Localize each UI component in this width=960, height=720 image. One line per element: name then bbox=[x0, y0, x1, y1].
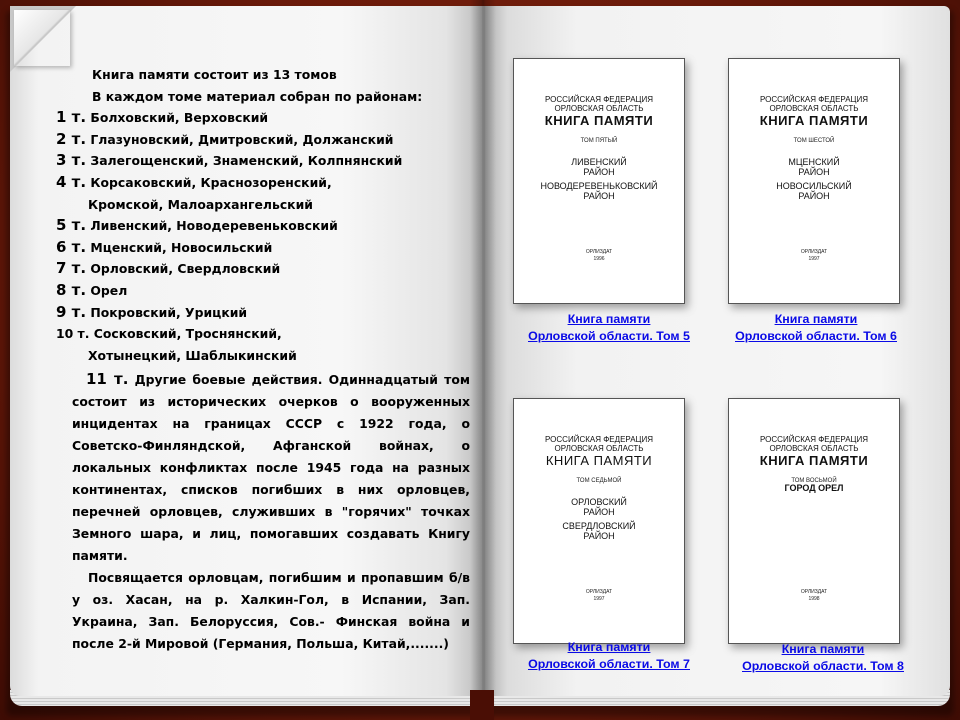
volume-line: 1 т. Болховский, Верховский bbox=[56, 108, 269, 127]
cover-district-2: СВЕРДЛОВСКИЙ РАЙОН bbox=[562, 521, 636, 541]
intro-line-2: В каждом томе материал собран по районам: bbox=[92, 88, 423, 104]
cover-publisher: ОРЛИЗДАТ 1996 bbox=[585, 249, 613, 262]
cover-title: КНИГА ПАМЯТИ bbox=[545, 453, 653, 468]
cover-volume: ТОМ ПЯТЫЙ bbox=[580, 138, 618, 144]
volume-line: 4 т. Корсаковский, Краснозоренский, bbox=[56, 172, 332, 191]
dedication-paragraph: Посвящается орловцам, погибшим и пропавшим б/в у оз. Хасан, на р. Халкин-Гол, в Испании, Зап. Украина, Зап. Белоруссия, Сов.- Финская война и после 2-й Мировой (Германия, Польша, Китай,.......) bbox=[72, 570, 470, 652]
book-link-vol7[interactable]: Книга памяти Орловской области. Том 7 bbox=[528, 640, 690, 671]
cover-title: КНИГА ПАМЯТИ bbox=[759, 453, 869, 468]
cover-header: РОССИЙСКАЯ ФЕДЕРАЦИЯ ОРЛОВСКАЯ ОБЛАСТЬ bbox=[760, 435, 868, 453]
volume-line: 8 т. Орел bbox=[56, 280, 128, 299]
book-link-vol6[interactable]: Книга памяти Орловской области. Том 6 bbox=[735, 312, 897, 343]
volume-line: 6 т. Мценский, Новосильский bbox=[56, 237, 273, 256]
volume-line: 2 т. Глазуновский, Дмитровский, Должанский bbox=[56, 129, 394, 148]
page-curl-icon bbox=[14, 10, 70, 66]
cover-title: КНИГА ПАМЯТИ bbox=[544, 113, 654, 128]
book-link-vol8[interactable]: Книга памяти Орловской области. Том 8 bbox=[742, 642, 904, 673]
cover-volume: ТОМ ВОСЬМОЙ bbox=[791, 478, 837, 484]
cover-volume: ТОМ ШЕСТОЙ bbox=[793, 138, 835, 144]
volume-line: 7 т. Орловский, Свердловский bbox=[56, 259, 281, 278]
book-cover-vol6[interactable] bbox=[728, 58, 900, 304]
book-spine bbox=[470, 0, 496, 720]
volume-line: 5 т. Ливенский, Новодеревеньковский bbox=[56, 216, 338, 235]
cover-header: РОССИЙСКАЯ ФЕДЕРАЦИЯ ОРЛОВСКАЯ ОБЛАСТЬ bbox=[545, 95, 653, 113]
cover-publisher: ОРЛИЗДАТ 1998 bbox=[800, 589, 828, 602]
book-cover-vol8[interactable] bbox=[728, 398, 900, 644]
book-cover-vol7[interactable] bbox=[513, 398, 685, 644]
volume-line: 3 т. Залегощенский, Знаменский, Колпнянский bbox=[56, 151, 403, 170]
cover-district-2: НОВОДЕРЕВЕНЬКОВСКИЙ РАЙОН bbox=[540, 181, 658, 201]
cover-district-1: ОРЛОВСКИЙ РАЙОН bbox=[571, 497, 627, 517]
cover-publisher: ОРЛИЗДАТ 1997 bbox=[585, 589, 613, 602]
volume-line-continued: Хотынецкий, Шаблыкинский bbox=[88, 347, 297, 363]
cover-district-1: МЦЕНСКИЙ РАЙОН bbox=[788, 157, 840, 177]
cover-district-1: ГОРОД ОРЕЛ bbox=[784, 483, 844, 493]
book-spine-bottom bbox=[470, 690, 494, 720]
volume-line: 9 т. Покровский, Урицкий bbox=[56, 302, 248, 321]
cover-publisher: ОРЛИЗДАТ 1997 bbox=[800, 249, 828, 262]
volume-line-continued: Кромской, Малоархангельский bbox=[88, 196, 313, 212]
book-cover-vol5[interactable] bbox=[513, 58, 685, 304]
cover-header: РОССИЙСКАЯ ФЕДЕРАЦИЯ ОРЛОВСКАЯ ОБЛАСТЬ bbox=[545, 435, 653, 453]
cover-title: КНИГА ПАМЯТИ bbox=[759, 113, 869, 128]
cover-district-2: НОВОСИЛЬСКИЙ РАЙОН bbox=[776, 181, 852, 201]
volume-11-paragraph: 11 т. Другие боевые действия. Одиннадцатый том состоит из исторических очерков о вооруженных инцидентах на границах СССР с 1922 года, о Советско-Финляндской, Афганской войнах, о локальных конфликтах после 1945 года на разных континентах, списков погибших в них орловцев, перечней орловцев, служивших в "горячих" точках Земного шара, и лиц, помогавших создавать Книгу памяти. bbox=[72, 370, 470, 564]
left-page-text bbox=[56, 64, 470, 655]
volume-line: 10 т. Сосковский, Троснянский, bbox=[56, 326, 282, 342]
intro-line-1: Книга памяти состоит из 13 томов bbox=[92, 67, 337, 82]
cover-district-1: ЛИВЕНСКИЙ РАЙОН bbox=[571, 157, 627, 177]
cover-volume: ТОМ СЕДЬМОЙ bbox=[576, 478, 622, 484]
book-link-vol5[interactable]: Книга памяти Орловской области. Том 5 bbox=[528, 312, 690, 343]
cover-header: РОССИЙСКАЯ ФЕДЕРАЦИЯ ОРЛОВСКАЯ ОБЛАСТЬ bbox=[760, 95, 868, 113]
